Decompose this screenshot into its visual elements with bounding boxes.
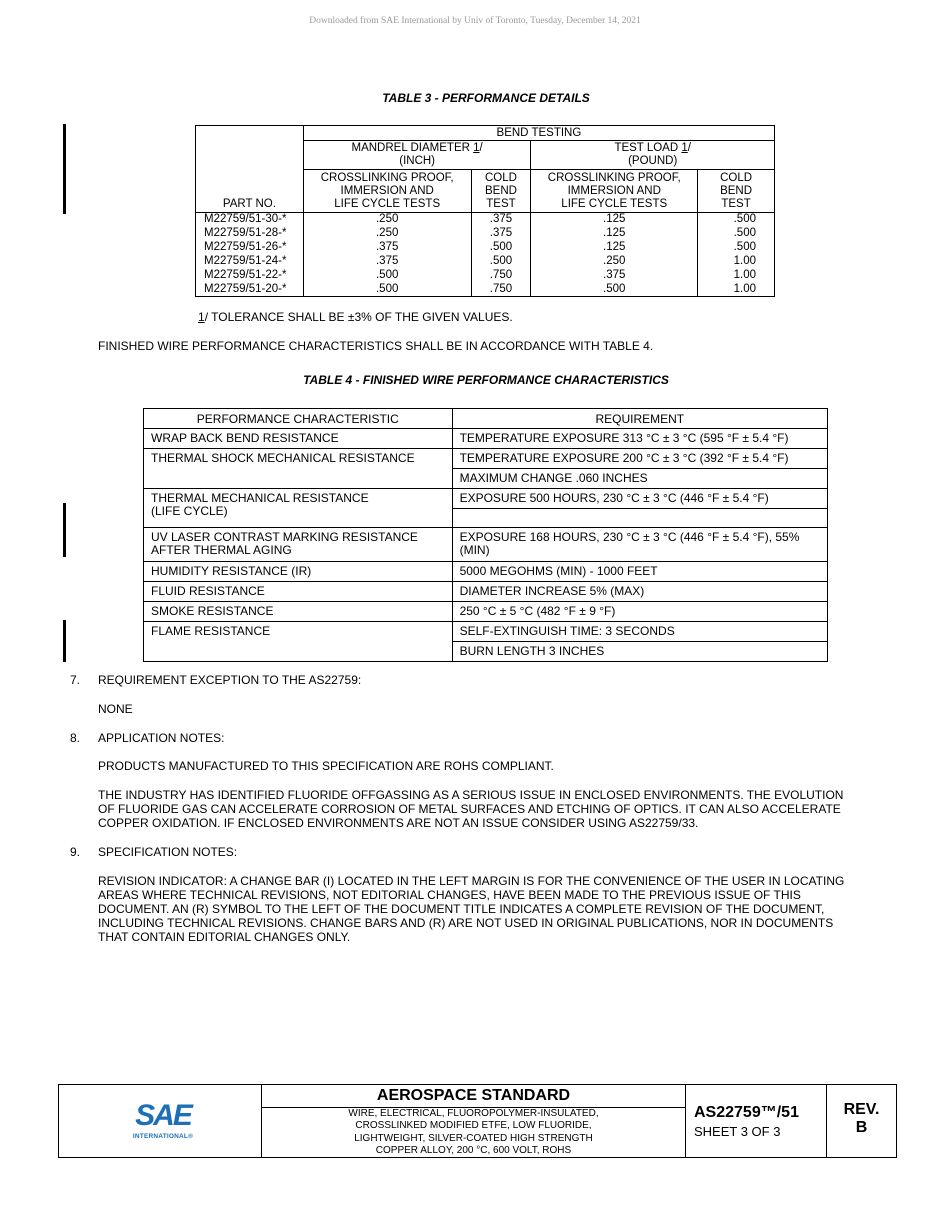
load-cold-value: 1.00 [698, 283, 775, 297]
section-number: 7. [70, 673, 81, 687]
table-row [144, 562, 828, 582]
mandrel-crosslink-value: .500 [303, 283, 471, 297]
mandrel-header [303, 141, 531, 170]
section-number: 9. [70, 845, 81, 859]
section-title: SPECIFICATION NOTES: [98, 845, 238, 859]
table-row [144, 622, 828, 642]
change-bar [63, 503, 66, 557]
download-banner: Downloaded from SAE International by Univ of Toronto, Tuesday, December 14, 2021 [309, 16, 641, 26]
paragraph-line: DOCUMENT. AN (R) SYMBOL TO THE LEFT OF THE DOCUMENT TITLE INDICATES A COMPLETE REVISION OF THE DOCUMENT, [98, 902, 825, 916]
requirement [452, 528, 827, 562]
section-body [98, 874, 898, 944]
requirement: SELF-EXTINGUISH TIME: 3 SECONDS [452, 622, 827, 642]
requirement: MAXIMUM CHANGE .060 INCHES [452, 469, 827, 489]
load-crosslink-value: .250 [531, 255, 698, 269]
note-ref: 1 [681, 142, 688, 154]
load-crosslink-value: .125 [531, 241, 698, 255]
load-unit: (POUND) [628, 155, 678, 167]
load-header-text: TEST LOAD [614, 142, 679, 154]
section-number: 8. [70, 731, 81, 745]
load-crosslink-value: .125 [531, 227, 698, 241]
description-line: LIGHTWEIGHT, SILVER-COATED HIGH STRENGTH [354, 1132, 593, 1144]
footnote-text: / TOLERANCE SHALL BE ±3% OF THE GIVEN VALUES. [204, 310, 513, 324]
load-cold-value: .500 [698, 213, 775, 227]
logo-mark: ® [188, 1133, 194, 1140]
note-ref: 1 [473, 142, 480, 154]
mandrel-crosslink-value: .375 [303, 255, 471, 269]
mandrel-cold-value: .750 [471, 269, 531, 283]
requirement: TEMPERATURE EXPOSURE 313 °C ± 3 °C (595 °F ± 5.4 °F) [452, 429, 827, 449]
paragraph-line: INCLUDING TECHNICAL REVISIONS. CHANGE BARS AND (R) ARE NOT USED IN ORIGINAL PUBLICATIONS, NOR IN DOCUMENTS [98, 916, 834, 930]
part-number: M22759/51-22-* [196, 269, 304, 283]
description-line: WIRE, ELECTRICAL, FLUOROPOLYMER-INSULATED, [348, 1108, 599, 1119]
document-number: AS22759™/51 [694, 1104, 799, 1121]
description-line: CROSSLINKED MODIFIED ETFE, LOW FLUORIDE, [355, 1120, 592, 1132]
paragraph-line: COPPER OXIDATION. IF ENCLOSED ENVIRONMENTS ARE NOT AN ISSUE CONSIDER USING AS22759/33. [98, 816, 699, 830]
table-row [196, 227, 775, 241]
characteristic-header: PERFORMANCE CHARACTERISTIC [144, 409, 453, 429]
sae-logo [128, 1101, 198, 1140]
requirement-text: EXPOSURE 168 HOURS, 230 °C ± 3 °C (446 °F ± 5.4 °F), 55% [459, 530, 800, 544]
requirement-header: REQUIREMENT [452, 409, 827, 429]
bend-testing-header: BEND TESTING [303, 126, 774, 141]
mandrel-unit: (INCH) [399, 155, 436, 167]
characteristic [144, 489, 453, 528]
characteristic [144, 528, 453, 562]
table-row [144, 429, 828, 449]
table-row [196, 213, 775, 227]
mandrel-header-text: MANDREL DIAMETER [351, 142, 470, 154]
change-bar [63, 620, 66, 662]
requirement: 250 °C ± 5 °C (482 °F ± 9 °F) [452, 602, 827, 622]
table-row [196, 283, 775, 297]
mandrel-crosslink-value: .250 [303, 227, 471, 241]
table-row [144, 528, 828, 562]
part-number: M22759/51-26-* [196, 241, 304, 255]
characteristic: WRAP BACK BEND RESISTANCE [144, 429, 453, 449]
crosslinking-header: CROSSLINKING PROOF, IMMERSION AND LIFE CYCLE TESTS [303, 170, 471, 213]
part-number: M22759/51-28-* [196, 227, 304, 241]
table-row [196, 241, 775, 255]
table-row [144, 489, 828, 509]
cold-bend-header: COLD BEND TEST [698, 170, 775, 213]
section-title: REQUIREMENT EXCEPTION TO THE AS22759: [98, 673, 362, 687]
characteristic: SMOKE RESISTANCE [144, 602, 453, 622]
revision-cell [827, 1085, 896, 1157]
part-number: M22759/51-30-* [196, 213, 304, 227]
title-block [58, 1084, 897, 1158]
characteristic-text: AFTER THERMAL AGING [151, 543, 292, 557]
characteristic: HUMIDITY RESISTANCE (IR) [144, 562, 453, 582]
table-row [144, 602, 828, 622]
table4 [143, 408, 828, 662]
load-crosslink-value: .375 [531, 269, 698, 283]
revision-value: B [855, 1119, 868, 1136]
description [262, 1108, 685, 1157]
cold-bend-header: COLD BEND TEST [471, 170, 531, 213]
characteristic-text: (LIFE CYCLE) [151, 504, 228, 518]
table3-caption: TABLE 3 - PERFORMANCE DETAILS [382, 91, 590, 105]
table-row [196, 255, 775, 269]
part-number: M22759/51-20-* [196, 283, 304, 297]
finished-wire-intro: FINISHED WIRE PERFORMANCE CHARACTERISTICS SHALL BE IN ACCORDANCE WITH TABLE 4. [98, 339, 654, 353]
mandrel-crosslink-value: .375 [303, 241, 471, 255]
characteristic-text: THERMAL MECHANICAL RESISTANCE [151, 491, 369, 505]
requirement: TEMPERATURE EXPOSURE 200 °C ± 3 °C (392 °F ± 5.4 °F) [452, 449, 827, 469]
part-no-header [196, 126, 304, 213]
load-cold-value: 1.00 [698, 255, 775, 269]
footnote-ref: 1 [198, 310, 205, 324]
mandrel-cold-value: .500 [471, 241, 531, 255]
table-row [144, 582, 828, 602]
load-header [531, 141, 775, 170]
table-row [196, 269, 775, 283]
paragraph-line: AREAS WHERE TECHNICAL REVISIONS, NOT EDITORIAL CHANGES, HAVE BEEN MADE TO THE PREVIOUS ISSUE OF THIS [98, 888, 801, 902]
table3-body [196, 213, 775, 297]
requirement: DIAMETER INCREASE 5% (MAX) [452, 582, 827, 602]
requirement-text: (MIN) [459, 543, 490, 557]
requirement: 5000 MEGOHMS (MIN) - 1000 FEET [452, 562, 827, 582]
load-cold-value: .500 [698, 241, 775, 255]
paragraph-line: THAT CONTAIN EDITORIAL CHANGES ONLY. [98, 930, 351, 944]
requirement-empty [452, 509, 827, 528]
paragraph-line: THE INDUSTRY HAS IDENTIFIED FLUORIDE OFFGASSING AS A SERIOUS ISSUE IN ENCLOSED ENVIRONMENTS. THE EVOLUTION [98, 788, 844, 802]
part-no-header-text: PART NO. [222, 198, 276, 210]
sheet-number: SHEET 3 OF 3 [694, 1124, 781, 1139]
table4-caption: TABLE 4 - FINISHED WIRE PERFORMANCE CHARACTERISTICS [303, 373, 669, 387]
section-body: PRODUCTS MANUFACTURED TO THIS SPECIFICATION ARE ROHS COMPLIANT. [98, 759, 554, 773]
mandrel-cold-value: .375 [471, 213, 531, 227]
logo-subtitle [128, 1133, 198, 1140]
table3 [195, 125, 775, 297]
doc-number-cell [686, 1085, 827, 1157]
characteristic: FLAME RESISTANCE [144, 622, 453, 662]
load-cold-value: .500 [698, 227, 775, 241]
requirement: BURN LENGTH 3 INCHES [452, 642, 827, 662]
note-sep: / [479, 142, 483, 154]
change-bar [63, 124, 66, 214]
table-row [144, 449, 828, 469]
mandrel-crosslink-value: .500 [303, 269, 471, 283]
crosslinking-header: CROSSLINKING PROOF, IMMERSION AND LIFE CYCLE TESTS [531, 170, 698, 213]
load-crosslink-value: .500 [531, 283, 698, 297]
part-number: M22759/51-24-* [196, 255, 304, 269]
mandrel-cold-value: .375 [471, 227, 531, 241]
mandrel-cold-value: .750 [471, 283, 531, 297]
mandrel-crosslink-value: .250 [303, 213, 471, 227]
title-row [262, 1085, 685, 1108]
title-cell [262, 1085, 686, 1157]
revision-label: REV. [843, 1101, 880, 1118]
table3-footnote [198, 310, 513, 324]
characteristic: THERMAL SHOCK MECHANICAL RESISTANCE [144, 449, 453, 489]
section-body: NONE [98, 702, 133, 716]
requirement: EXPOSURE 500 HOURS, 230 °C ± 3 °C (446 °F ± 5.4 °F) [452, 489, 827, 509]
logo-cell [59, 1085, 262, 1157]
load-cold-value: 1.00 [698, 269, 775, 283]
logo-text: SAE [135, 1099, 191, 1132]
standard-title: AEROSPACE STANDARD [376, 1087, 571, 1104]
paragraph-line: OF FLUORIDE GAS CAN ACCELERATE CORROSION OF METAL SURFACES AND ETCHING OF OPTICS. IT CAN ALSO ACCELERATE [98, 802, 841, 816]
logo-sub-text: INTERNATIONAL [132, 1133, 189, 1140]
section-body [98, 788, 898, 830]
paragraph-line: REVISION INDICATOR: A CHANGE BAR (I) LOCATED IN THE LEFT MARGIN IS FOR THE CONVENIENCE OF THE USER IN LOCATING [98, 874, 845, 888]
load-crosslink-value: .125 [531, 213, 698, 227]
mandrel-cold-value: .500 [471, 255, 531, 269]
description-line: COPPER ALLOY, 200 °C, 600 VOLT, ROHS [375, 1144, 572, 1156]
note-sep: / [687, 142, 691, 154]
characteristic: FLUID RESISTANCE [144, 582, 453, 602]
characteristic-text: UV LASER CONTRAST MARKING RESISTANCE [151, 530, 418, 544]
section-title: APPLICATION NOTES: [98, 731, 225, 745]
